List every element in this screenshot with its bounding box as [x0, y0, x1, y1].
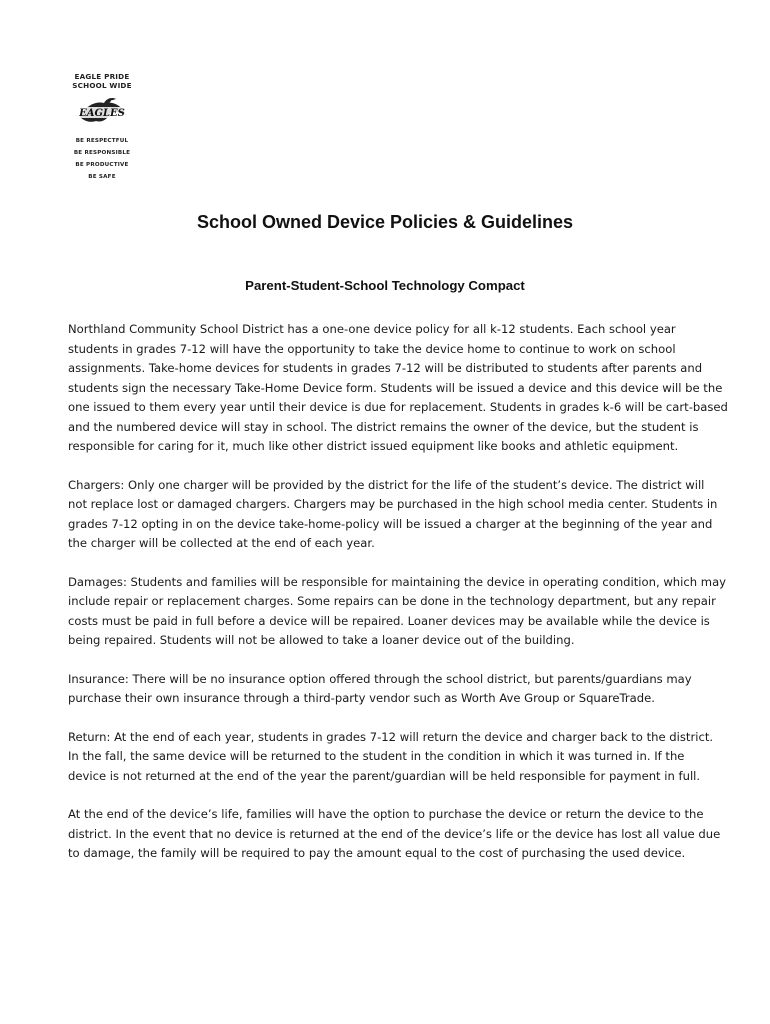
paragraph-insurance	[68, 670, 708, 709]
document-title: School Owned Device Policies & Guidelines	[196, 212, 574, 232]
eagle-emblem-icon	[74, 95, 130, 129]
document-subtitle: Parent-Student-School Technology Compact	[245, 278, 525, 293]
text-line: At the end of the device’s life, families will have the option to purchase the device or return the device to the	[68, 807, 704, 821]
logo-motto-respectful: BE RESPECTFUL	[75, 138, 129, 144]
text-line: being repaired. Students will not be allowed to take a loaner device out of the building.	[68, 633, 575, 647]
text-line: Damages: Students and families will be responsible for maintaining the device in operating condition, which may	[68, 574, 727, 589]
text-line: to damage, the family will be required to pay the amount equal to the cost of purchasing the used device.	[68, 846, 686, 860]
text-line: assignments. Take-home devices for students in grades 7-12 will be distributed to students after parents and	[68, 361, 703, 375]
text-line: device is not returned at the end of the year the parent/guardian will be held responsible for payment in full.	[68, 768, 701, 783]
logo-title-line2: SCHOOL WIDE	[72, 81, 132, 90]
text-line: Return: At the end of each year, students in grades 7-12 will return the device and charger back to the district.	[68, 729, 714, 744]
logo-motto-responsible: BE RESPONSIBLE	[73, 150, 131, 156]
paragraph-return	[68, 728, 714, 787]
text-line: Insurance: There will be no insurance option offered through the school district, but parents/guardians may	[68, 671, 692, 686]
logo-motto-productive: BE PRODUCTIVE	[75, 162, 129, 168]
text-line: students in grades 7-12 will have the opportunity to take the device home to continue to work on school	[68, 341, 676, 356]
text-line: include repair or replacement charges. Some repairs can be done in the technology department, but any repair	[68, 594, 716, 608]
paragraph-chargers	[68, 476, 718, 554]
logo-emblem-text: EAGLES	[79, 108, 125, 119]
school-logo	[60, 72, 144, 183]
text-line: Northland Community School District has a one-one device policy for all k-12 students. Each school year	[68, 322, 676, 336]
text-line: responsible for caring for it, much like other district issued equipment like books and athletic equipment.	[68, 439, 679, 453]
text-line: grades 7-12 opting in on the device take-home-policy will be issued a charger at the beginning of the year and	[68, 516, 713, 531]
text-line: students sign the necessary Take-Home Device form. Students will be issued a device and this device will be the	[68, 380, 723, 395]
text-line: the charger will be collected at the end of each year.	[68, 536, 375, 550]
paragraph-end-of-life	[68, 805, 721, 864]
text-line: one issued to them every year until their device is due for replacement. Students in grades k-6 will be cart-based	[68, 400, 728, 414]
text-line: and the numbered device will stay in school. The district remains the owner of the device, but the student is	[68, 419, 699, 434]
text-line: not replace lost or damaged chargers. Chargers may be purchased in the high school media center. Students in	[68, 497, 718, 511]
text-line: purchase their own insurance through a third-party vendor such as Worth Ave Group or SquareTrade.	[68, 691, 655, 705]
text-line: In the fall, the same device will be returned to the student in the condition in which it was turned in. If the	[68, 749, 685, 763]
logo-motto-safe: BE SAFE	[88, 174, 116, 180]
text-line: Chargers: Only one charger will be provided by the district for the life of the student’s device. The district will	[68, 477, 705, 492]
document-body	[68, 320, 728, 883]
logo-title-line1: EAGLE PRIDE	[74, 72, 130, 81]
paragraph-damages	[68, 573, 727, 651]
text-line: costs must be paid in full before a device will be repaired. Loaner devices may be available while the device is	[68, 613, 710, 628]
text-line: district. In the event that no device is returned at the end of the device’s life or the device has lost all value due	[68, 826, 721, 841]
paragraph-device-policy	[68, 320, 728, 457]
